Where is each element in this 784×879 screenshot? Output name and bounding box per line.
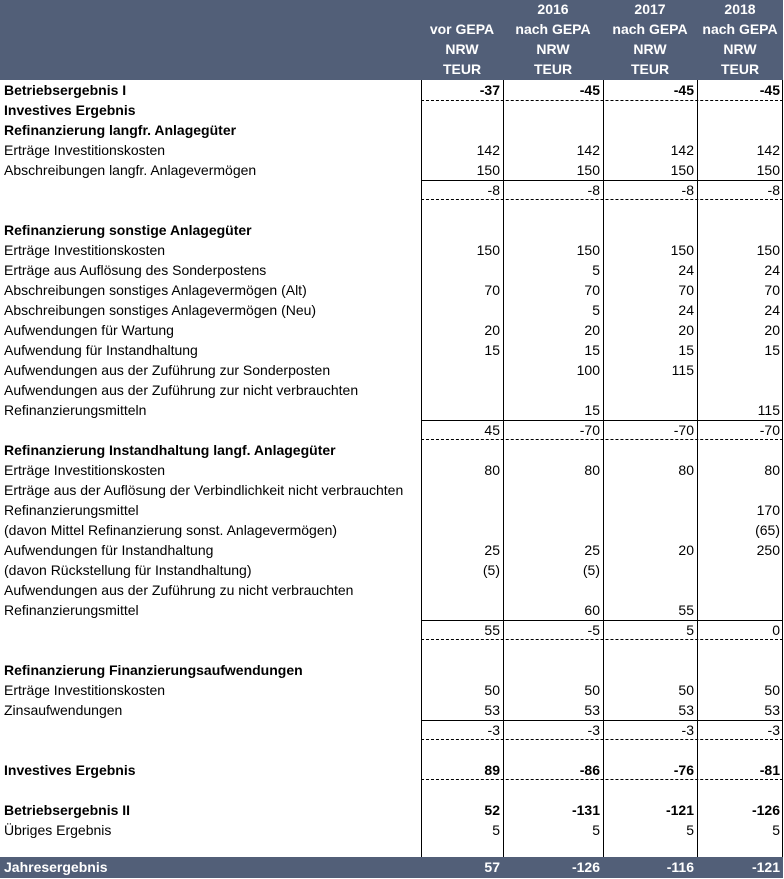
row-value: 53 (584, 702, 600, 718)
row-value: -3 (487, 722, 500, 738)
header-col-2017 (603, 0, 697, 80)
table-row (0, 580, 783, 600)
row-value (421, 740, 503, 760)
row-value: 20 (678, 542, 694, 558)
table-row (0, 540, 783, 560)
row-value: 5 (772, 822, 780, 838)
row-value: 50 (764, 682, 780, 698)
row-value: 150 (756, 162, 780, 178)
row-value: 15 (584, 402, 600, 418)
row-value (697, 740, 783, 760)
row-value: -86 (579, 762, 600, 778)
row-value: -8 (681, 182, 694, 198)
total-row (0, 857, 783, 878)
table-row (0, 100, 783, 120)
table-row (0, 520, 783, 540)
table-row (0, 720, 783, 740)
column-divider (697, 80, 698, 857)
row-value (503, 740, 603, 760)
total-value: -121 (751, 859, 780, 875)
row-value: 5 (592, 302, 600, 318)
row-label: Erträge Investitionskosten (4, 682, 166, 698)
row-divider (421, 180, 783, 181)
row-value (603, 740, 697, 760)
row-value: -81 (759, 762, 780, 778)
row-value (603, 440, 697, 460)
row-value: 20 (484, 322, 500, 338)
table-row (0, 240, 783, 260)
row-value: 50 (584, 682, 600, 698)
row-value: 45 (484, 422, 500, 438)
row-value: 15 (584, 342, 600, 358)
table-row (0, 180, 783, 200)
row-value (421, 780, 503, 800)
row-label: Refinanzierung Finanzierungsaufwendungen (4, 662, 303, 678)
row-value: -45 (759, 82, 780, 98)
row-value: (5) (582, 562, 600, 578)
row-label: Aufwendungen für Instandhaltung (4, 542, 214, 558)
row-value: 20 (764, 322, 780, 338)
row-value: -5 (587, 622, 600, 638)
row-label: Abschreibungen langfr. Anlagevermögen (4, 162, 257, 178)
row-value: -45 (579, 82, 600, 98)
row-value (503, 200, 603, 220)
row-value: 150 (756, 242, 780, 258)
table-row (0, 420, 783, 440)
row-label: Erträge aus der Auflösung der Verbindlichkeit nicht verbrauchten (4, 482, 404, 498)
row-value: 24 (678, 262, 694, 278)
row-value (421, 100, 503, 120)
row-label: Übriges Ergebnis (4, 822, 112, 838)
table-row (0, 760, 783, 780)
row-value: 70 (584, 282, 600, 298)
table-row (0, 440, 783, 460)
row-divider (421, 620, 783, 621)
row-value: 15 (678, 342, 694, 358)
row-value: -45 (673, 82, 694, 98)
row-value: 60 (584, 602, 600, 618)
row-value: 142 (476, 142, 500, 158)
header-year: 2016 (537, 1, 569, 17)
row-label: Aufwendungen aus der Zuführung zu nicht verbrauchten (4, 582, 354, 598)
table-row (0, 340, 783, 360)
row-value (421, 120, 503, 140)
header-unit: TEUR (442, 61, 482, 77)
row-value: 24 (764, 262, 780, 278)
row-value: -121 (665, 802, 694, 818)
row-value (421, 260, 503, 280)
header-region: NRW (633, 41, 667, 57)
row-value (603, 640, 697, 660)
row-value: 25 (584, 542, 600, 558)
column-divider (421, 80, 422, 857)
table-row (0, 380, 783, 400)
row-value (603, 220, 697, 240)
table-row (0, 640, 783, 660)
row-value: 70 (678, 282, 694, 298)
row-label: Aufwendung für Instandhaltung (4, 342, 198, 358)
header-unit: TEUR (720, 61, 760, 77)
header-col-vor-gepa (421, 0, 503, 80)
table-row (0, 460, 783, 480)
row-value: (5) (482, 562, 500, 578)
row-value: 55 (484, 622, 500, 638)
table-row (0, 360, 783, 380)
row-value: 89 (484, 762, 500, 778)
row-value (697, 120, 783, 140)
row-value: 150 (576, 242, 600, 258)
total-label: Jahresergebnis (4, 859, 108, 875)
row-value: 80 (764, 462, 780, 478)
row-label: (davon Rückstellung für Instandhaltung) (4, 562, 252, 578)
row-value (421, 380, 503, 400)
header-unit: TEUR (533, 61, 573, 77)
row-divider (421, 739, 783, 740)
total-value: -126 (571, 859, 600, 875)
row-value (697, 360, 783, 380)
row-value: -8 (487, 182, 500, 198)
header-year: 2018 (724, 1, 756, 17)
row-value (603, 520, 697, 540)
row-divider (421, 100, 783, 101)
row-value: 50 (484, 682, 500, 698)
row-value: (65) (755, 522, 780, 538)
row-value (503, 640, 603, 660)
row-value: 142 (756, 142, 780, 158)
row-value (697, 100, 783, 120)
row-value: 142 (576, 142, 600, 158)
table-row (0, 680, 783, 700)
table-row (0, 700, 783, 720)
table-row (0, 260, 783, 280)
row-value: 55 (678, 602, 694, 618)
row-value (503, 120, 603, 140)
row-value: -37 (479, 82, 500, 98)
row-value: -70 (579, 422, 600, 438)
row-value (697, 480, 783, 500)
row-value (697, 640, 783, 660)
row-value: 5 (686, 822, 694, 838)
row-label: Refinanzierungsmitteln (4, 402, 147, 418)
row-value (421, 300, 503, 320)
row-label: Abschreibungen sonstiges Anlagevermögen (Neu) (4, 302, 317, 318)
table-row (0, 560, 783, 580)
header-col-2016 (503, 0, 603, 80)
row-value: 150 (576, 162, 600, 178)
header-region: NRW (536, 41, 570, 57)
row-label: Investives Ergebnis (4, 102, 136, 118)
table-row (0, 660, 783, 680)
row-label: Erträge Investitionskosten (4, 142, 166, 158)
total-value: 57 (484, 859, 500, 875)
row-value: 20 (584, 322, 600, 338)
row-label: Erträge Investitionskosten (4, 242, 166, 258)
row-label: Refinanzierung sonstige Anlagegüter (4, 222, 252, 238)
row-label: Betriebsergebnis I (4, 82, 127, 98)
row-value: 250 (756, 542, 780, 558)
row-label: Aufwendungen aus der Zuführung zur nicht verbrauchten (4, 382, 359, 398)
row-value (697, 600, 783, 620)
table-row (0, 500, 783, 520)
row-label: Zinsaufwendungen (4, 702, 123, 718)
row-divider (421, 420, 783, 421)
header-label: nach GEPA (612, 21, 688, 37)
row-value (421, 360, 503, 380)
row-value (503, 100, 603, 120)
row-value (421, 440, 503, 460)
row-value: 80 (584, 462, 600, 478)
table-row (0, 820, 783, 840)
row-value: 15 (764, 342, 780, 358)
row-value (603, 500, 697, 520)
row-value: 5 (686, 622, 694, 638)
row-value: 70 (484, 282, 500, 298)
row-value: 142 (670, 142, 694, 158)
row-label: Investives Ergebnis (4, 762, 136, 778)
row-divider (421, 439, 783, 440)
row-value (603, 780, 697, 800)
row-value (697, 380, 783, 400)
row-value (421, 480, 503, 500)
row-value: -126 (751, 802, 780, 818)
row-label: Refinanzierung Instandhaltung langf. Anlagegüter (4, 442, 336, 458)
row-value: -3 (587, 722, 600, 738)
row-value: -76 (673, 762, 694, 778)
row-value: 25 (484, 542, 500, 558)
row-value: 5 (592, 262, 600, 278)
row-value (503, 480, 603, 500)
row-value: 115 (671, 362, 694, 378)
row-value (421, 600, 503, 620)
row-value (503, 440, 603, 460)
row-value: -8 (587, 182, 600, 198)
row-label: Abschreibungen sonstiges Anlagevermögen (Alt) (4, 282, 307, 298)
row-value (603, 480, 697, 500)
table-row (0, 300, 783, 320)
row-value: 50 (678, 682, 694, 698)
row-value (421, 640, 503, 660)
total-value: -116 (666, 859, 694, 875)
header-label: nach GEPA (515, 21, 591, 37)
row-label: Refinanzierungsmittel (4, 602, 139, 618)
row-value (603, 120, 697, 140)
row-value (421, 660, 503, 680)
row-label: Aufwendungen für Wartung (4, 322, 174, 338)
row-label: Refinanzierung langfr. Anlagegüter (4, 122, 237, 138)
row-value: 24 (764, 302, 780, 318)
row-value (697, 580, 783, 600)
row-value (421, 220, 503, 240)
table-row (0, 780, 783, 800)
row-value: 170 (756, 502, 780, 518)
table-row (0, 800, 783, 820)
table-row (0, 160, 783, 180)
row-value (503, 580, 603, 600)
table-row (0, 400, 783, 420)
row-value: 150 (476, 162, 500, 178)
row-value (603, 380, 697, 400)
table-row (0, 200, 783, 220)
row-value: 15 (484, 342, 500, 358)
row-value (503, 220, 603, 240)
row-label: Betriebsergebnis II (4, 802, 131, 818)
row-value: 80 (678, 462, 694, 478)
row-value: 100 (576, 362, 600, 378)
row-value: 24 (678, 302, 694, 318)
header-unit: TEUR (630, 61, 670, 77)
header-region: NRW (723, 41, 757, 57)
row-label: Erträge Investitionskosten (4, 462, 166, 478)
row-divider (421, 199, 783, 200)
row-value: 70 (764, 282, 780, 298)
row-label: (davon Mittel Refinanzierung sonst. Anlagevermögen) (4, 522, 338, 538)
table-row (0, 140, 783, 160)
header-year: 2017 (634, 1, 666, 17)
table-row (0, 120, 783, 140)
row-value: -8 (767, 182, 780, 198)
row-value: 150 (476, 242, 500, 258)
row-value (603, 580, 697, 600)
row-value (697, 220, 783, 240)
header-region: NRW (445, 41, 479, 57)
row-value (697, 780, 783, 800)
row-value (503, 520, 603, 540)
row-value (421, 200, 503, 220)
row-value (697, 200, 783, 220)
row-value (421, 520, 503, 540)
row-value (603, 400, 697, 420)
row-divider (421, 639, 783, 640)
row-value: 115 (757, 402, 780, 418)
row-value (697, 660, 783, 680)
row-value: 150 (670, 242, 694, 258)
row-value (503, 500, 603, 520)
row-value (603, 560, 697, 580)
row-value: 5 (492, 822, 500, 838)
row-value: -70 (759, 422, 780, 438)
table-row (0, 620, 783, 640)
row-value: 80 (484, 462, 500, 478)
row-value: 52 (484, 802, 500, 818)
row-value (421, 580, 503, 600)
row-value (697, 440, 783, 460)
row-value (503, 660, 603, 680)
table-row (0, 320, 783, 340)
row-value: 53 (678, 702, 694, 718)
row-value: 0 (772, 622, 780, 638)
row-value (421, 400, 503, 420)
row-divider (421, 720, 783, 721)
row-label: Aufwendungen aus der Zuführung zur Sonderposten (4, 362, 331, 378)
header-label: vor GEPA (429, 21, 495, 37)
table-row (0, 220, 783, 240)
table-header (0, 0, 783, 80)
header-col-2018 (697, 0, 783, 80)
column-divider (603, 80, 604, 857)
row-value (603, 100, 697, 120)
table-row (0, 480, 783, 500)
row-value: 53 (484, 702, 500, 718)
row-value: 20 (678, 322, 694, 338)
row-value: -70 (673, 422, 694, 438)
row-value (603, 200, 697, 220)
row-value: -3 (767, 722, 780, 738)
row-value: -3 (681, 722, 694, 738)
table-row (0, 80, 783, 100)
row-value: 150 (670, 162, 694, 178)
column-divider (503, 80, 504, 857)
row-value: -131 (571, 802, 600, 818)
row-value (421, 500, 503, 520)
row-value (503, 780, 603, 800)
row-value: 5 (592, 822, 600, 838)
row-value (503, 380, 603, 400)
table-row (0, 280, 783, 300)
row-label: Refinanzierungsmittel (4, 502, 139, 518)
row-value (603, 660, 697, 680)
row-label: Erträge aus Auflösung des Sonderpostens (4, 262, 267, 278)
header-label: nach GEPA (702, 21, 778, 37)
row-value: 53 (764, 702, 780, 718)
row-divider (421, 779, 783, 780)
row-value (697, 560, 783, 580)
table-row (0, 740, 783, 760)
table-row (0, 600, 783, 620)
